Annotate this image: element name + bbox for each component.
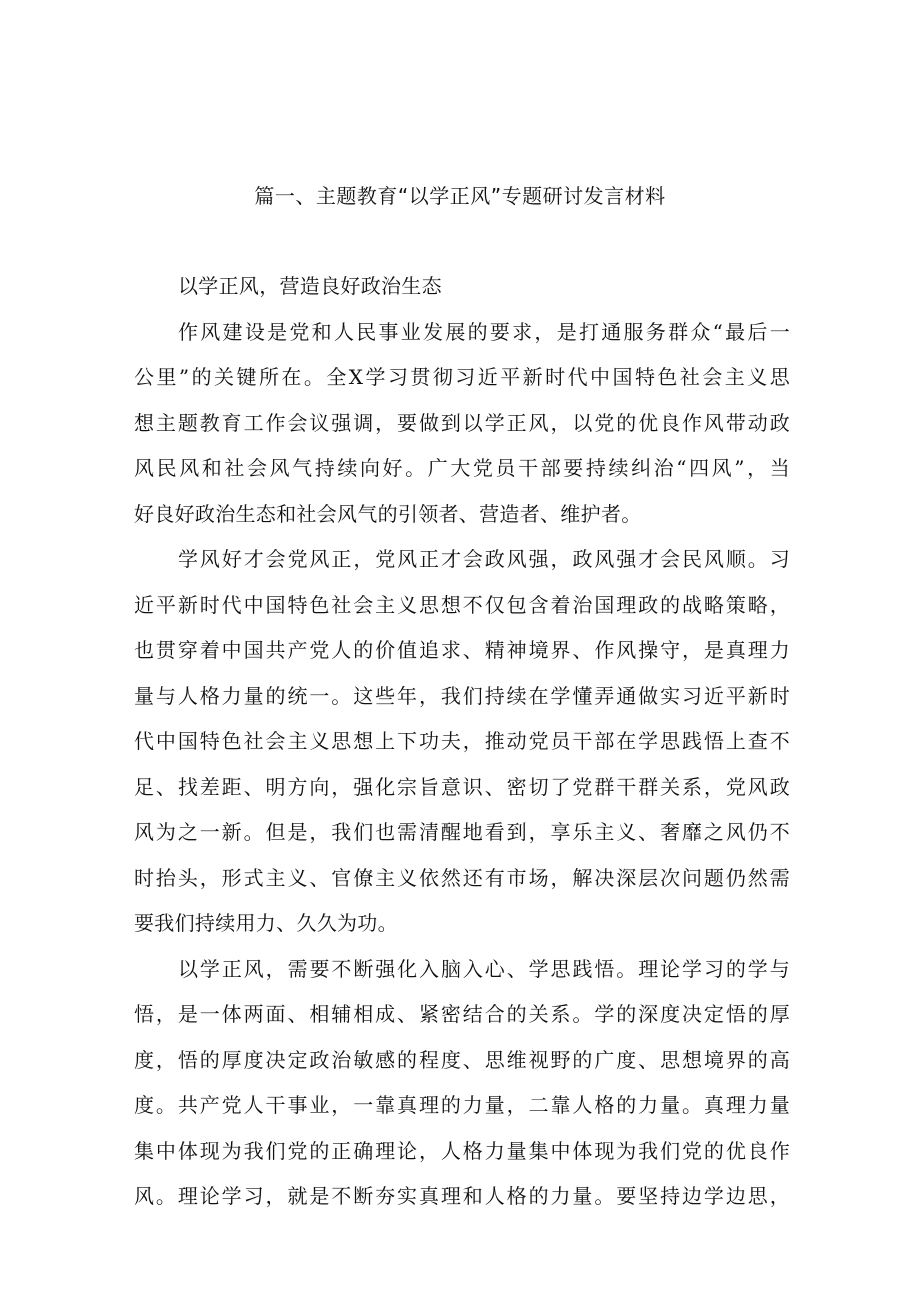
paragraph-line: 度。共产党人干事业，一靠真理的力量，二靠人格的力量。真理力量 [134, 1093, 790, 1117]
paragraph-line: 风为之一新。但是，我们也需清醒地看到，享乐主义、奢靡之风仍不 [134, 820, 790, 844]
paragraph-line: 风民风和社会风气持续向好。广大党员干部要持续纠治“四风”，当 [134, 456, 790, 480]
document-body [134, 264, 790, 1220]
paragraph-line: 量与人格力量的统一。这些年，我们持续在学懂弄通做实习近平新时 [134, 683, 790, 708]
paragraph-line: 风。理论学习，就是不断夯实真理和人格的力量。要坚持边学边思， [134, 1184, 790, 1208]
paragraph-line: 作风建设是党和人民事业发展的要求，是打通服务群众“最后一 [178, 319, 790, 344]
paragraph-line: 以学正风，需要不断强化入脑入心、学思践悟。理论学习的学与 [178, 956, 790, 981]
paragraph-line: 代中国特色社会主义思想上下功夫，推动党员干部在学思践悟上查不 [134, 729, 790, 753]
paragraph-line: 足、找差距、明方向，强化宗旨意识、密切了党群干群关系，党风政 [134, 774, 790, 799]
paragraph-line: 近平新时代中国特色社会主义思想不仅包含着治国理政的战略策略， [134, 592, 790, 617]
section-heading: 以学正风，营造良好政治生态 [178, 274, 442, 298]
document-title: 篇一、主题教育“以学正风”专题研讨发言材料 [254, 184, 666, 208]
paragraph-line: 悟，是一体两面、相辅相成、紧密结合的关系。学的深度决定悟的厚 [134, 1002, 790, 1026]
paragraph-line: 度，悟的厚度决定政治敏感的程度、思维视野的广度、思想境界的高 [134, 1047, 790, 1072]
paragraph-line: 好良好政治生态和社会风气的引领者、营造者、维护者。 [134, 501, 642, 526]
paragraph-line: 时抬头，形式主义、官僚主义依然还有市场，解决深层次问题仍然需 [134, 865, 790, 890]
paragraph-line: 要我们持续用力、久久为功。 [134, 911, 398, 935]
paragraph-line: 学风好才会党风正，党风正才会政风强，政风强才会民风顺。习 [178, 547, 790, 571]
paragraph-line: 也贯穿着中国共产党人的价值追求、精神境界、作风操守，是真理力 [134, 638, 790, 662]
paragraph-line: 想主题教育工作会议强调，要做到以学正风，以党的优良作风带动政 [134, 410, 790, 435]
paragraph-line: 公里”的关键所在。全X学习贯彻习近平新时代中国特色社会主义思 [134, 365, 790, 389]
paragraph-line: 集中体现为我们党的正确理论，人格力量集中体现为我们党的优良作 [134, 1138, 790, 1163]
